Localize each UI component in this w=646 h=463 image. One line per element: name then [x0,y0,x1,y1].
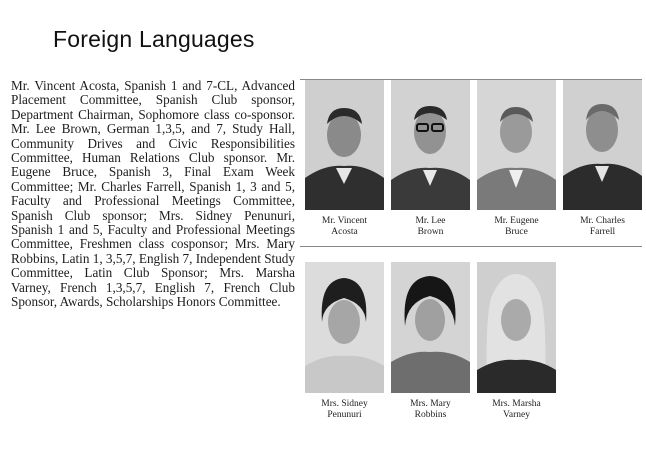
portrait-photo-acosta [305,80,384,210]
section-title: Foreign Languages [53,26,255,52]
caption-name-line: Mrs. Marsha [492,399,541,409]
caption-name-line: Mrs. Sidney [321,399,368,409]
caption-name-line: Mr. Eugene [494,216,539,226]
portrait-card-robbins [391,262,470,421]
caption-name-line: Varney [503,410,530,420]
portrait-card-acosta [305,80,384,238]
portrait-photo-farrell [563,80,642,210]
portrait-caption-varney [475,399,559,421]
portrait-caption-robbins [389,399,473,421]
portrait-card-brown [391,80,470,238]
portrait-caption-brown [389,216,473,238]
caption-name-line: Robbins [414,410,447,420]
caption-name-line: Mr. Vincent [321,216,368,226]
portrait-card-varney [477,262,556,421]
portrait-photo-brown [391,80,470,210]
caption-name-line: Acosta [331,227,358,237]
portrait-photo-varney [477,262,556,393]
portrait-photo-robbins [391,262,470,393]
faculty-description: Mr. Vincent Acosta, Spanish 1 and 7-CL, Advanced Placement Committee, Spanish Club sponsor, Department Chairman, Sophomore class co-sponsor. Mr. Lee Brown, German 1,3,5, and 7, Study Hall, Community Drives and Civic Responsibilities Committee, Human Relations Club sponsor. Mr. Eugene Bruce, Spanish 3, Final Exam Week Committee; Mr. Charles Farrell, Spanish 1, 3 and 5, Faculty and Professional Meetings Committee, Spanish Club sponsor; Mrs. Sidney Penunuri, Spanish 1 and 5, Faculty and Professional Meetings Committee, Freshmen class cosponsor; Mrs. Mary Robbins, Latin 1, 3,5,7, English 7, Independent Study Committee, Latin Club Sponsor; Mrs. Marsha Varney, French 1,3,5,7, English 7, French Club Sponsor, Awards, Scholarships Honors Committee. [11,78,295,310]
caption-name-line: Mrs. Mary [410,399,451,409]
caption-name-line: Mr. Charles [580,216,625,226]
portrait-caption-bruce [475,216,559,238]
portrait-row-2 [305,262,556,421]
portrait-photo-penunuri [305,262,384,393]
caption-name-line: Brown [417,227,444,237]
caption-name-line: Penunuri [327,410,362,420]
caption-name-line: Bruce [505,227,528,237]
caption-name-line: Mr. Lee [415,216,446,226]
portrait-card-farrell [563,80,642,238]
portrait-card-bruce [477,80,556,238]
portrait-caption-farrell [561,216,645,238]
portrait-caption-acosta [303,216,387,238]
caption-name-line: Farrell [589,227,616,237]
portrait-caption-penunuri [303,399,387,421]
portrait-photo-bruce [477,80,556,210]
portrait-row-1 [305,80,642,238]
portrait-card-penunuri [305,262,384,421]
middle-rule [300,246,642,247]
